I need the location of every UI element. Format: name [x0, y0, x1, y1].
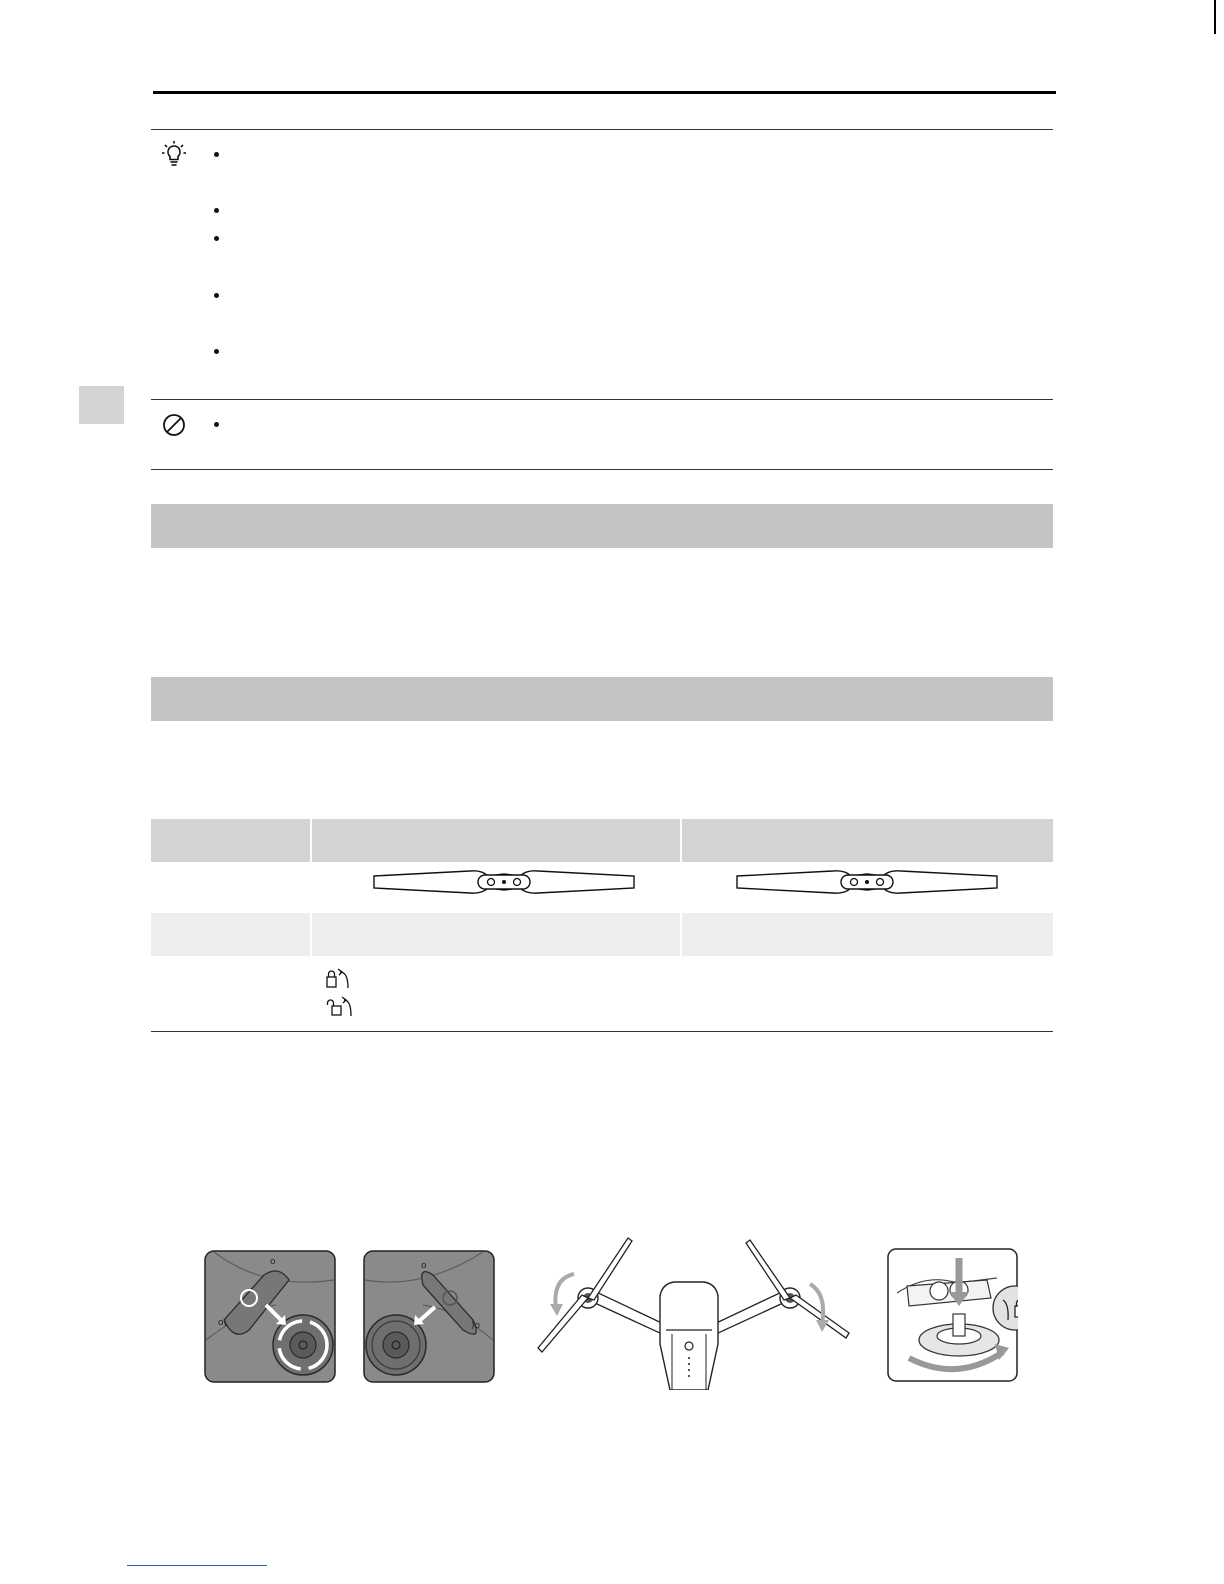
svg-text:o: o	[270, 1257, 276, 1267]
table-header-divider-1	[310, 819, 312, 862]
prohibited-icon	[160, 411, 188, 439]
table-alt-divider-1	[310, 913, 312, 956]
tip-bullet-4	[214, 293, 219, 298]
aircraft-top-view-illustration	[522, 1234, 856, 1390]
table-bottom-rule	[151, 1031, 1053, 1032]
svg-text:)o: )o	[471, 1321, 481, 1331]
warning-bullet-1	[214, 422, 219, 427]
mount-and-lock-illustration	[887, 1248, 1018, 1382]
page-edge-marker	[1214, 0, 1216, 34]
propeller-illustration-left	[370, 864, 638, 900]
tip-bullet-1	[214, 152, 219, 157]
unlock-icon	[324, 994, 354, 1020]
table-header-row	[151, 819, 1053, 862]
section-header-bar-1	[151, 504, 1053, 548]
table-alt-divider-2	[680, 913, 682, 956]
warning-block-bottom-rule	[151, 469, 1053, 470]
svg-text:o(: o(	[218, 1318, 228, 1328]
unmarked-propeller-mount-illustration	[363, 1250, 495, 1383]
warning-block-top-rule	[151, 399, 1053, 400]
svg-text:o: o	[421, 1261, 427, 1271]
marked-propeller-mount-illustration	[204, 1250, 336, 1383]
table-alt-row	[151, 913, 1053, 956]
lightbulb-icon	[160, 140, 188, 168]
section-header-bar-2	[151, 677, 1053, 721]
tip-block-top-rule	[151, 129, 1053, 130]
chapter-side-tab	[79, 386, 124, 424]
footer-link-underline[interactable]	[127, 1565, 267, 1566]
table-header-divider-2	[680, 819, 682, 862]
page-header-rule	[153, 91, 1056, 94]
lock-icon	[324, 966, 352, 992]
tip-bullet-5	[214, 349, 219, 354]
tip-bullet-3	[214, 236, 219, 241]
propeller-illustration-right	[733, 864, 1001, 900]
tip-bullet-2	[214, 208, 219, 213]
